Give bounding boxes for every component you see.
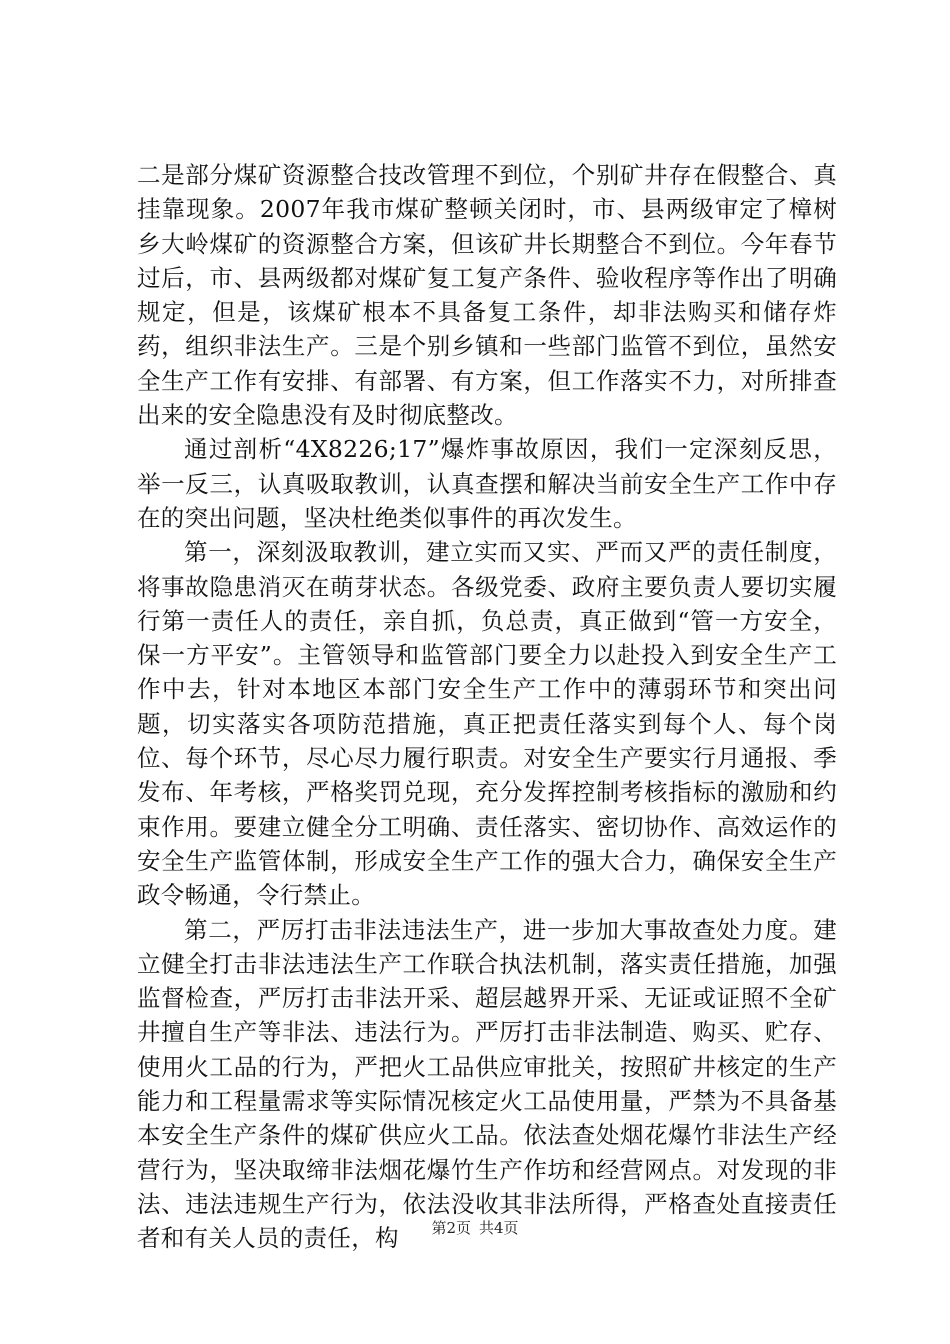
- paragraph-3: 第一，深刻汲取教训，建立实而又实、严而又严的责任制度，将事故隐患消灭在萌芽状态。各级党委、政府主要负责人要切实履行第一责任人的责任，亲自抓，负总责，真正做到“管一方安全，保一方平安”。主管领导和监管部门要全力以赴投入到安全生产工作中去，针对本地区本部门安全生产工作中的薄弱环节和突出问题，切实落实各项防范措施，真正把责任落实到每个人、每个岗位、每个环节，尽心尽力履行职责。对安全生产要实行月通报、季发布、年考核，严格奖罚兑现，充分发挥控制考核指标的激励和约束作用。要建立健全分工明确、责任落实、密切协作、高效运作的安全生产监管体制，形成安全生产工作的强大合力，确保安全生产政令畅通，令行禁止。: [137, 538, 837, 910]
- page-footer: [0, 1217, 950, 1238]
- page-number: 第2页: [431, 1219, 471, 1237]
- paragraph-4: 第二，严厉打击非法违法生产，进一步加大事故查处力度。建立健全打击非法违法生产工作联合执法机制，落实责任措施，加强监督检查，严厉打击非法开采、超层越界开采、无证或证照不全矿井擅自生产等非法、违法行为。严厉打击非法制造、购买、贮存、使用火工品的行为，严把火工品供应审批关，按照矿井核定的生产能力和工程量需求等实际情况核定火工品使用量，严禁为不具备基本安全生产条件的煤矿供应火工品。依法查处烟花爆竹非法生产经营行为，坚决取缔非法烟花爆竹生产作坊和经营网点。对发现的非法、违法违规生产行为，依法没收其非法所得，严格查处直接责任者和有关人员的责任，构: [137, 915, 837, 1253]
- paragraph-2: 通过剖析“4X8226;17”爆炸事故原因，我们一定深刻反思，举一反三，认真吸取教训，认真查摆和解决当前安全生产工作中存在的突出问题，坚决杜绝类似事件的再次发生。: [137, 435, 837, 532]
- document-body: [137, 158, 837, 1256]
- page-total: 共4页: [479, 1219, 519, 1237]
- paragraph-1: 二是部分煤矿资源整合技改管理不到位，个别矿井存在假整合、真挂靠现象。2007年我市煤矿整顿关闭时，市、县两级审定了樟树乡大岭煤矿的资源整合方案，但该矿井长期整合不到位。今年春节过后，市、县两级都对煤矿复工复产条件、验收程序等作出了明确规定，但是，该煤矿根本不具备复工条件，却非法购买和储存炸药，组织非法生产。三是个别乡镇和一些部门监管不到位，虽然安全生产工作有安排、有部署、有方案，但工作落实不力，对所排查出来的安全隐患没有及时彻底整改。: [137, 161, 837, 430]
